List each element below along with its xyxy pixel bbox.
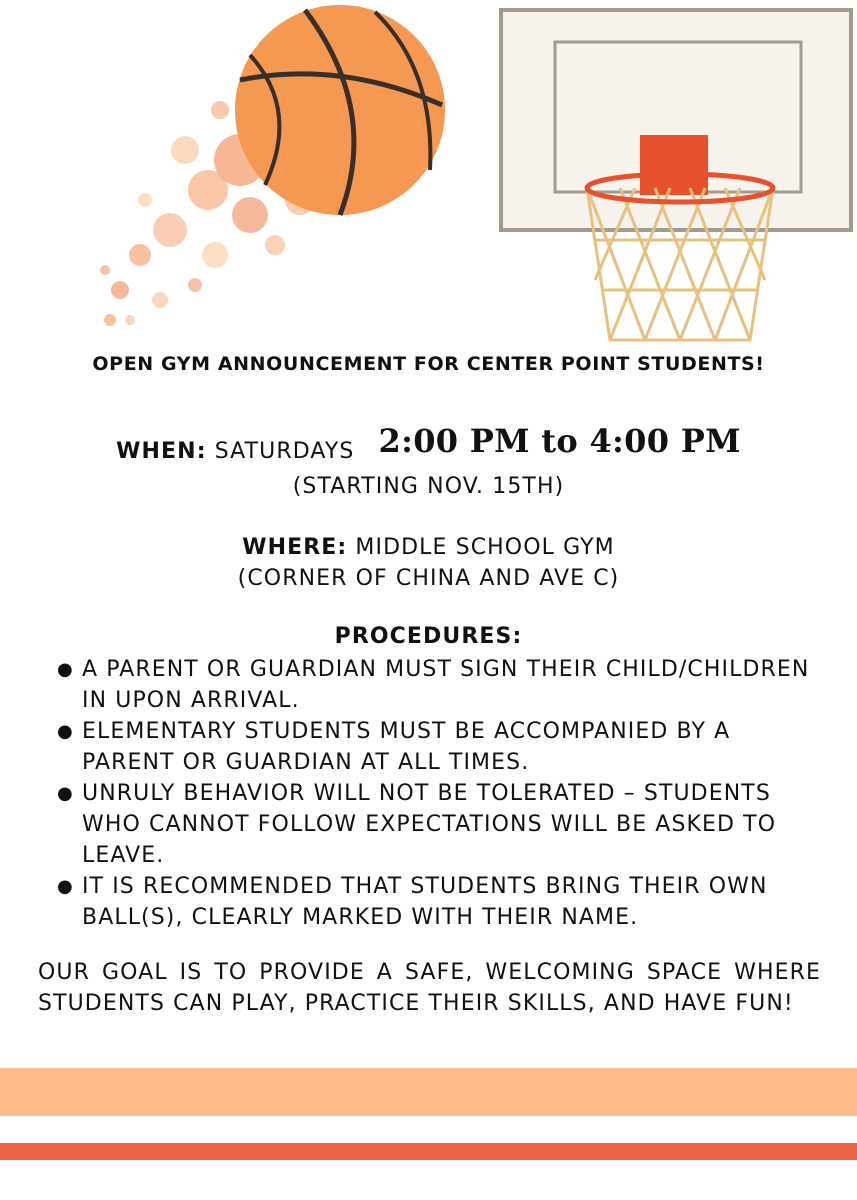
procedure-item xyxy=(57,871,827,933)
where-line xyxy=(0,535,857,560)
procedure-text: ELEMENTARY STUDENTS MUST BE ACCOMPANIED BY A PARENT OR GUARDIAN AT ALL TIMES. xyxy=(82,719,731,775)
bullet-icon: ● xyxy=(57,659,74,680)
backboard xyxy=(501,10,851,230)
goal-statement: OUR GOAL IS TO PROVIDE A SAFE, WELCOMING SPACE WHERE STUDENTS CAN PLAY, PRACTICE THEIR SKILLS, AND HAVE FUN! xyxy=(38,960,821,1016)
procedure-text: UNRULY BEHAVIOR WILL NOT BE TOLERATED – STUDENTS WHO CANNOT FOLLOW EXPECTATIONS WILL BE ASKED TO LEAVE. xyxy=(82,781,777,868)
announcement-headline: OPEN GYM ANNOUNCEMENT FOR CENTER POINT STUDENTS! xyxy=(92,353,765,375)
where-note: (CORNER OF CHINA AND AVE C) xyxy=(237,566,620,591)
procedures-heading: PROCEDURES: xyxy=(334,624,523,649)
procedure-item xyxy=(57,716,827,778)
procedure-text: A PARENT OR GUARDIAN MUST SIGN THEIR CHILD/CHILDREN IN UPON ARRIVAL. xyxy=(82,657,810,713)
procedure-item xyxy=(57,778,827,871)
where-label: WHERE: xyxy=(242,535,348,560)
basketball-hoop-illustration xyxy=(495,0,857,380)
procedure-item xyxy=(57,654,827,716)
bullet-icon: ● xyxy=(57,721,74,742)
bullet-icon: ● xyxy=(57,876,74,897)
when-time: 2:00 PM to 4:00 PM xyxy=(378,422,741,460)
when-note: (STARTING NOV. 15TH) xyxy=(292,474,565,499)
decorative-stripe-red xyxy=(0,1143,857,1160)
when-label: WHEN: xyxy=(116,439,207,464)
basketball-icon xyxy=(235,5,445,215)
procedure-text: IT IS RECOMMENDED THAT STUDENTS BRING THEIR OWN BALL(S), CLEARLY MARKED WITH THEIR NAME. xyxy=(82,874,768,930)
decorative-stripe-peach xyxy=(0,1068,857,1116)
bullet-icon: ● xyxy=(57,783,74,804)
when-line xyxy=(0,422,857,466)
procedures-list xyxy=(57,654,827,933)
where-place: MIDDLE SCHOOL GYM xyxy=(355,535,615,560)
when-day: SATURDAYS xyxy=(214,439,355,464)
basketball-illustration xyxy=(90,0,460,340)
